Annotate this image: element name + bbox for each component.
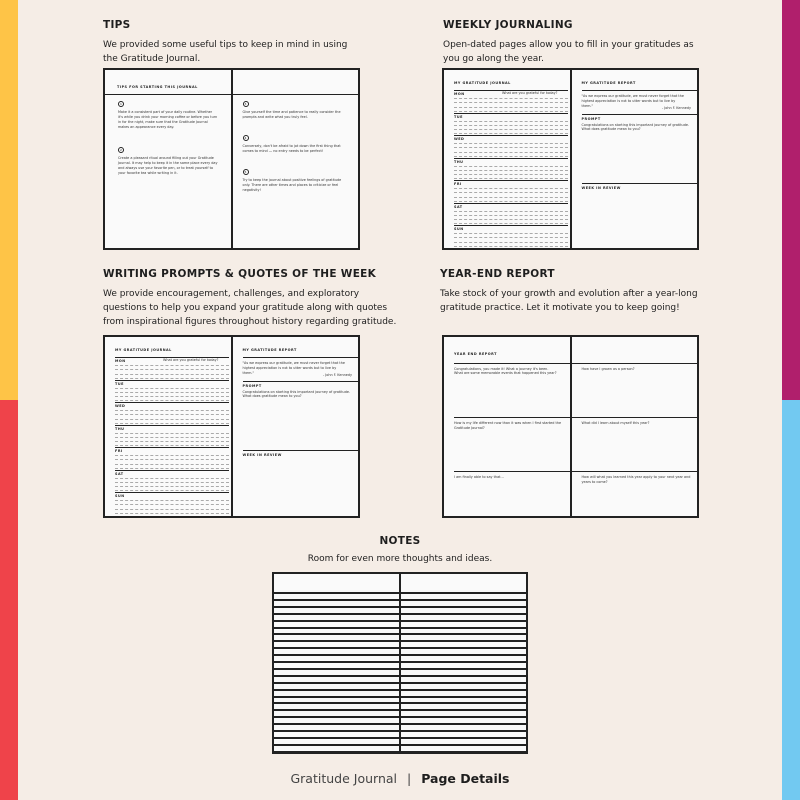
footer-brand: Gratitude Journal (290, 771, 397, 786)
yearend-title: YEAR-END REPORT (440, 268, 555, 280)
journal-left-page: MY GRATITUDE JOURNAL What are you grateful for today? MON TUE WED THU FRI SAT SUN (105, 337, 231, 516)
weekly-description: Open-dated pages allow you to fill in your gratitudes as you go along the year. (443, 40, 694, 64)
tips-description: We provided some useful tips to keep in mind in using the Gratitude Journal. (103, 40, 348, 64)
yearend-description: Take stock of your growth and evolution after a year-long gratitude practice. Let it motivate you to keep going! (440, 289, 698, 313)
left-top-color-bar (0, 0, 18, 400)
prompts-title: WRITING PROMPTS & QUOTES OF THE WEEK (103, 268, 377, 280)
yearend-left-page: YEAR END REPORT Congratulations, you made it! What a journey it's been. What are some memorable events that happened this year? How is my life different now than it was when I first started the Gratitude Journal? I am finally able to say that... (444, 337, 570, 516)
notes-right-page (399, 574, 526, 752)
prompts-spread (103, 335, 360, 518)
journal-left-page: MY GRATITUDE JOURNAL What are you grateful for today? MON TUE WED THU FRI SAT SUN (444, 70, 570, 248)
footer-separator: | (406, 771, 412, 786)
tips-left-page: TIPS FOR STARTING THIS JOURNAL 1 Make it a consistent part of your daily routine. Whether it's while you drink your morning coffee or before you turn in for the night, make sure that the Gratitude Journal makes an appearance every day. 2 Create a pleasant ritual around filling out your Gratitude Journal. It may help to keep it in the same place every day and always use your favorite pen, or to treat yourself to your favorite tea while writing in it. (105, 70, 231, 248)
notes-left-page (274, 574, 399, 752)
footer (0, 771, 800, 786)
journal-right-page: MY GRATITUDE REPORT "As we express our gratitude, we must never forget that the highest appreciation is not to utter words but to live by them." - John F. Kennedy PROMPT Congratulations on starting this important journey of gratitude. What does gratitude mean to you? WEEK IN REVIEW (570, 70, 698, 248)
notes-title: NOTES (379, 535, 421, 547)
prompts-description: We provide encouragement, challenges, and exploratory questions to help you expand your gratitude along with quotes from inspirational figures throughout history regarding gratitude. (103, 289, 397, 327)
yearend-right-page: How have I grown as a person? What did I learn about myself this year? How will what you learned this year apply to your next year and years to come? (570, 337, 698, 516)
notes-description: Room for even more thoughts and ideas. (307, 554, 493, 564)
tips-title: TIPS (103, 19, 131, 31)
weekly-spread (442, 68, 699, 250)
footer-section: Page Details (421, 771, 510, 786)
right-top-color-bar (782, 0, 800, 400)
left-bottom-color-bar (0, 400, 18, 800)
weekly-title: WEEKLY JOURNALING (443, 19, 573, 31)
journal-right-page: MY GRATITUDE REPORT "As we express our gratitude, we must never forget that the highest appreciation is not to utter words but to live by them." - John F. Kennedy PROMPT Congratulations on starting this important journey of gratitude. What does gratitude mean to you? WEEK IN REVIEW (231, 337, 359, 516)
yearend-spread (442, 335, 699, 518)
tips-right-page: 3 Give yourself the time and patience to really consider the prompts and write what you truly feel. 4 Conversely, don't be afraid to jot down the first thing that comes to mind — no entry needs to be perfect! 5 Try to keep the journal about positive feelings of gratitude only. There are other times and places to criticize or feel negativity! (231, 70, 359, 248)
notes-spread (272, 572, 528, 754)
tips-spread (103, 68, 360, 250)
right-bottom-color-bar (782, 400, 800, 800)
